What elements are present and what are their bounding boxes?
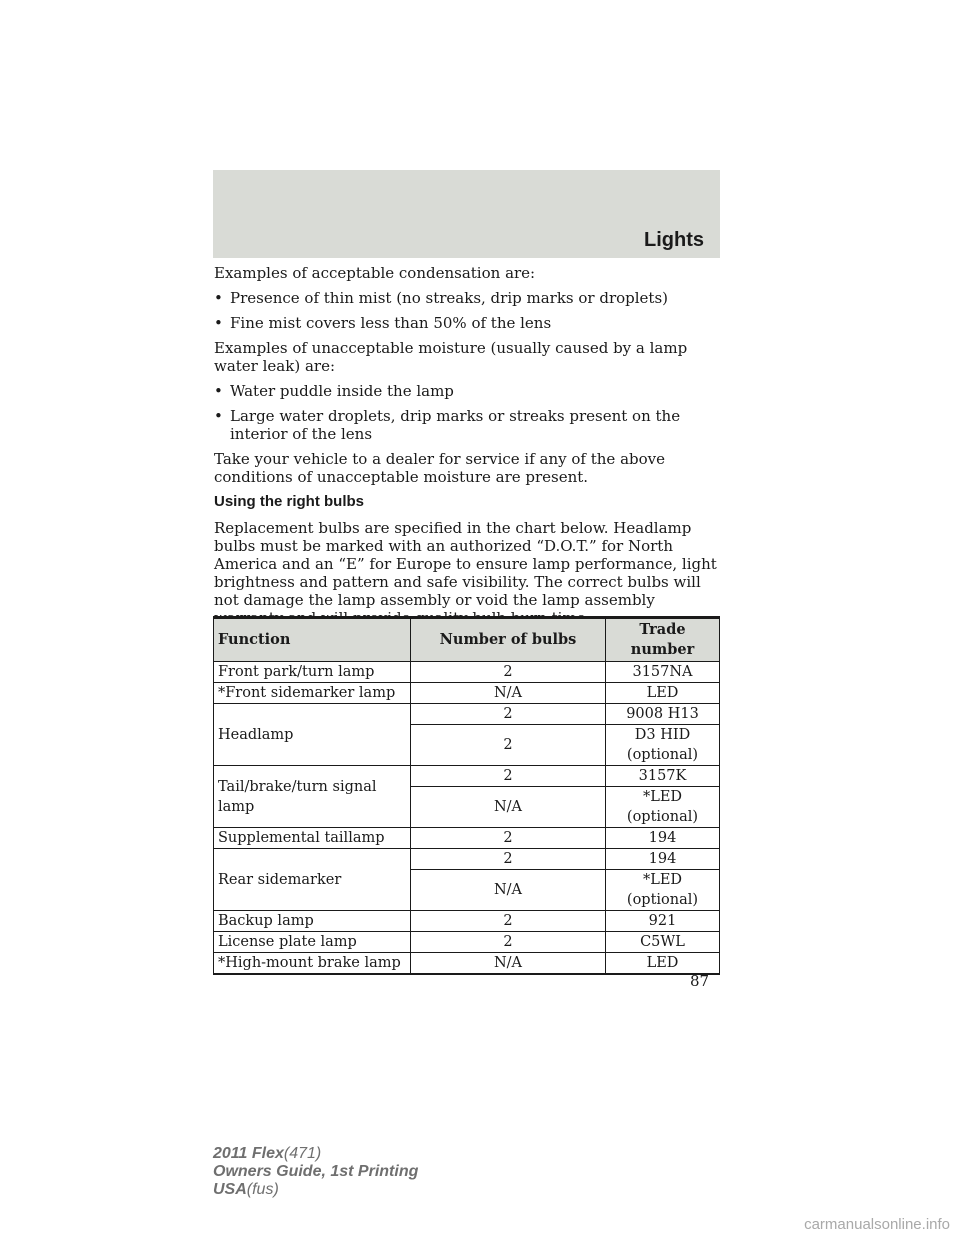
cell-number: 2 — [411, 662, 606, 683]
footer-line-market — [213, 1181, 418, 1199]
bulb-table — [213, 616, 720, 975]
cell-number: 2 — [411, 828, 606, 849]
bullet-text: Fine mist covers less than 50% of the lens — [230, 314, 552, 332]
table-row — [214, 849, 720, 870]
table-row — [214, 911, 720, 932]
footer-model: 2011 Flex — [213, 1145, 284, 1162]
paragraph-unacceptable-intro: Examples of unacceptable moisture (usually caused by a lamp water leak) are: — [214, 339, 688, 375]
cell-function: Backup lamp — [214, 911, 411, 932]
cell-number: 2 — [411, 704, 606, 725]
list-item — [214, 382, 720, 400]
table-row — [214, 766, 720, 787]
bullet-glyph: • — [214, 382, 223, 400]
cell-trade: *LED (optional) — [606, 870, 720, 911]
cell-function: Rear sidemarker — [214, 849, 411, 911]
cell-number: N/A — [411, 870, 606, 911]
footer-line-model — [213, 1145, 418, 1163]
footer-line-guide — [213, 1163, 418, 1181]
list-item — [214, 314, 720, 332]
cell-trade: 921 — [606, 911, 720, 932]
cell-trade: D3 HID (optional) — [606, 725, 720, 766]
cell-trade: *LED (optional) — [606, 787, 720, 828]
footer-market-code: (fus) — [246, 1181, 279, 1198]
header-trade-number: Trade number — [606, 618, 720, 662]
bullet-text: Water puddle inside the lamp — [230, 382, 454, 400]
cell-function: Headlamp — [214, 704, 411, 766]
cell-trade: LED — [606, 953, 720, 975]
section-header-band — [213, 170, 720, 258]
footer-model-code: (471) — [283, 1145, 322, 1162]
cell-function: Front park/turn lamp — [214, 662, 411, 683]
cell-number: N/A — [411, 683, 606, 704]
paragraph-acceptable-intro: Examples of acceptable condensation are: — [214, 264, 536, 282]
list-item — [214, 407, 720, 443]
cell-number: 2 — [411, 932, 606, 953]
table-header-row — [214, 618, 720, 662]
cell-trade: 9008 H13 — [606, 704, 720, 725]
paragraph-dealer-service: Take your vehicle to a dealer for service if any of the above conditions of unacceptable moisture are present. — [214, 450, 666, 486]
cell-trade: 3157K — [606, 766, 720, 787]
footer-guide: Owners Guide, 1st Printing — [213, 1163, 419, 1180]
cell-trade: LED — [606, 683, 720, 704]
table-row — [214, 662, 720, 683]
page-number: 87 — [690, 972, 710, 990]
cell-number: 2 — [411, 911, 606, 932]
section-title: Lights — [644, 229, 704, 251]
bullet-text: Large water droplets, drip marks or streaks present on the interior of the lens — [230, 407, 681, 443]
header-number-of-bulbs: Number of bulbs — [411, 618, 606, 662]
footer-market: USA — [213, 1181, 247, 1198]
cell-number: N/A — [411, 953, 606, 975]
list-item — [214, 289, 720, 307]
cell-number: N/A — [411, 787, 606, 828]
cell-trade: C5WL — [606, 932, 720, 953]
cell-trade: 194 — [606, 849, 720, 870]
table-row — [214, 704, 720, 725]
print-footer — [213, 1145, 418, 1199]
table-row — [214, 828, 720, 849]
bullet-glyph: • — [214, 289, 223, 307]
header-function: Function — [214, 618, 411, 662]
table-row — [214, 683, 720, 704]
cell-trade: 194 — [606, 828, 720, 849]
page-content — [214, 264, 720, 634]
bullet-text: Presence of thin mist (no streaks, drip marks or droplets) — [230, 289, 669, 307]
paragraph-bulbs: Replacement bulbs are specified in the chart below. Headlamp bulbs must be marked with an authorized “D.O.T.” for North America and an “E” for Europe to ensure lamp performance, light brightness and pattern and safe visibility. The correct bulbs will not damage the lamp assembly or void the lamp assembly — [214, 519, 717, 609]
cell-trade: 3157NA — [606, 662, 720, 683]
table-row — [214, 953, 720, 975]
cell-function: Tail/brake/turn signal lamp — [214, 766, 411, 828]
subheading: Using the right bulbs — [214, 493, 364, 510]
cell-function: License plate lamp — [214, 932, 411, 953]
cell-function: *Front sidemarker lamp — [214, 683, 411, 704]
bullet-glyph: • — [214, 407, 223, 425]
cell-number: 2 — [411, 725, 606, 766]
cell-function: *High-mount brake lamp — [214, 953, 411, 975]
watermark: carmanualsonline.info — [804, 1216, 950, 1233]
cell-function: Supplemental taillamp — [214, 828, 411, 849]
table-row — [214, 932, 720, 953]
cell-number: 2 — [411, 849, 606, 870]
cell-number: 2 — [411, 766, 606, 787]
bullet-glyph: • — [214, 314, 223, 332]
